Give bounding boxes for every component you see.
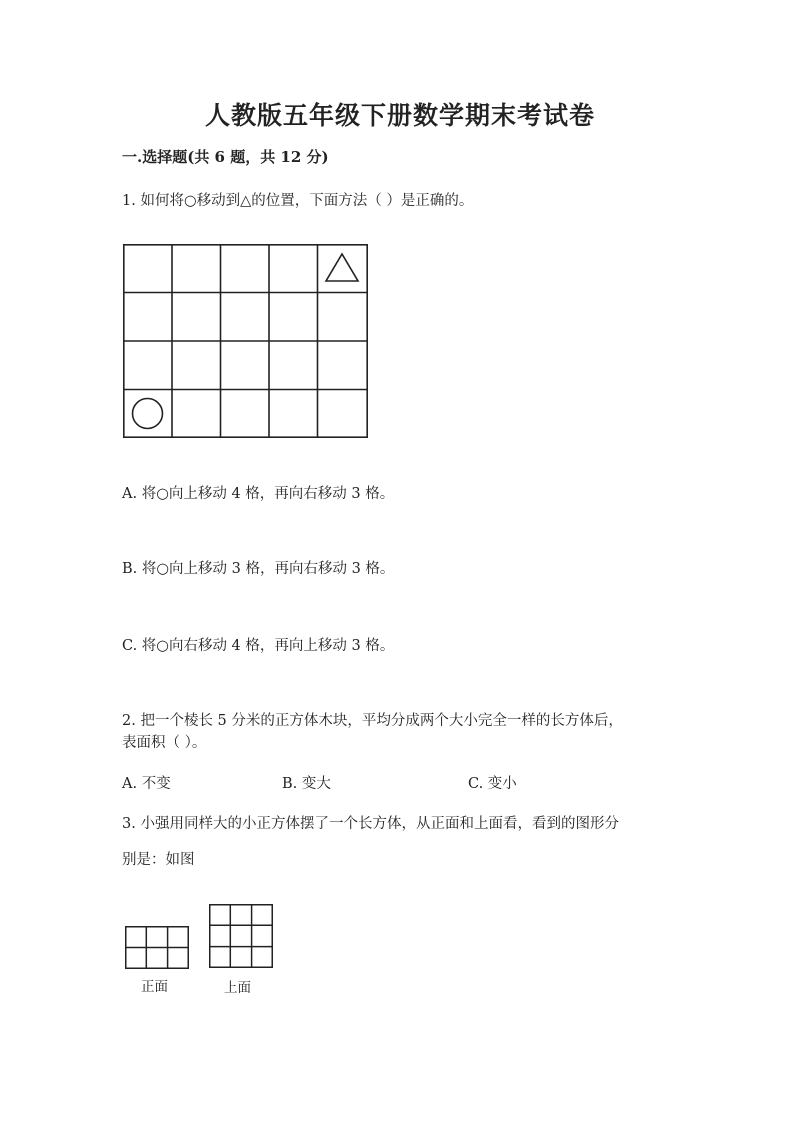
front-view-figure: [125, 926, 189, 969]
question-2-option-a: A. 不变: [122, 776, 171, 792]
top-view-figure: [209, 904, 273, 968]
top-view-label: 上面: [224, 980, 251, 996]
question-1-stem: 1. 如何将○移动到△的位置，下面方法（ ）是正确的。: [122, 193, 474, 209]
question-2-stem-line-1: 2. 把一个棱长 5 分米的正方体木块，平均分成两个大小完全一样的长方体后，: [122, 713, 623, 729]
triangle-shape: [326, 254, 358, 281]
question-2-option-c: C. 变小: [468, 776, 517, 792]
question-3-stem-line-1: 3. 小强用同样大的小正方体摆了一个长方体，从正面和上面看，看到的图形分: [122, 816, 619, 832]
question-1-option-b: B. 将○向上移动 3 格，再向右移动 3 格。: [122, 561, 395, 577]
question-1-option-c: C. 将○向右移动 4 格，再向上移动 3 格。: [122, 638, 395, 654]
page-title: 人教版五年级下册数学期末考试卷: [204, 101, 595, 130]
question-2-option-b: B. 变大: [282, 776, 331, 792]
question-2-stem-line-2: 表面积（ ）。: [122, 735, 207, 751]
circle-shape: [133, 399, 163, 429]
question-1-option-a: A. 将○向上移动 4 格，再向右移动 3 格。: [122, 486, 395, 502]
question-3-stem-line-2: 别是：如图: [122, 852, 195, 868]
question-1-grid: [123, 244, 368, 438]
section-heading: 一.选择题(共 6 题，共 12 分): [122, 148, 329, 166]
top-view-border: [210, 905, 273, 968]
front-view-label: 正面: [141, 979, 168, 995]
